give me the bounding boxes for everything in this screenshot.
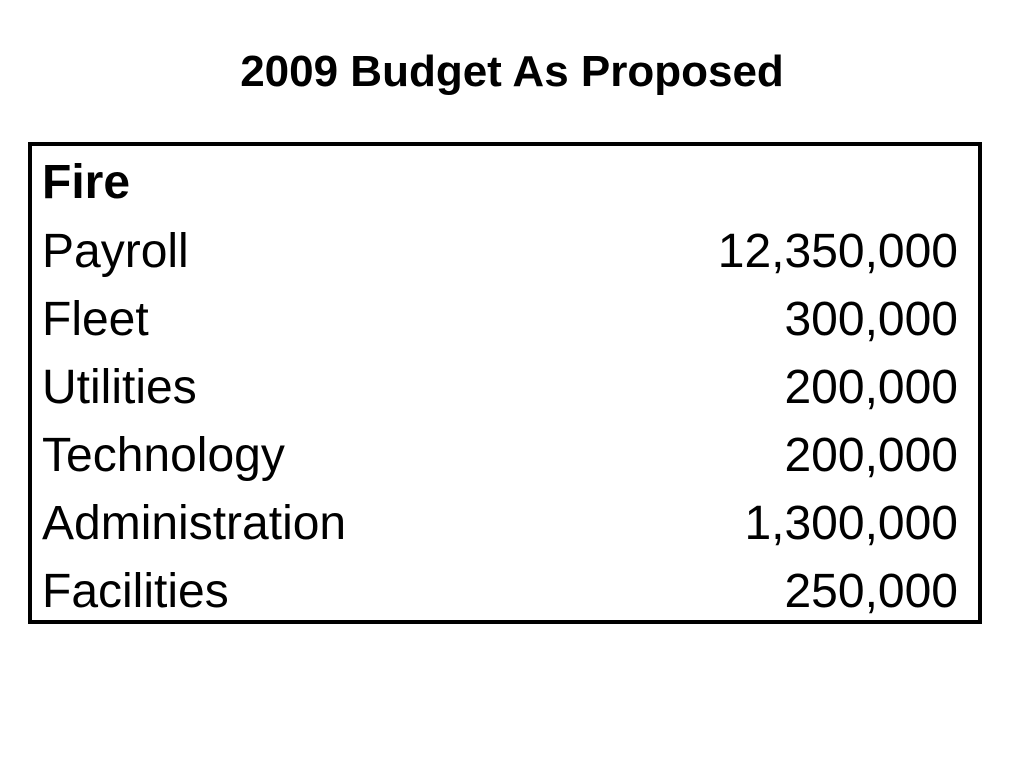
- budget-table: [28, 142, 982, 624]
- row-amount: 12,350,000: [717, 225, 958, 278]
- row-label: Facilities: [42, 565, 229, 618]
- row-amount: 1,300,000: [744, 497, 958, 550]
- budget-row-facilities: [42, 558, 958, 626]
- row-label: Payroll: [42, 225, 189, 278]
- row-label: Utilities: [42, 361, 197, 414]
- row-label: Administration: [42, 497, 347, 550]
- row-label: Fleet: [42, 293, 149, 346]
- slide-title: 2009 Budget As Proposed: [240, 47, 784, 96]
- row-amount: 200,000: [784, 361, 958, 414]
- budget-row-technology: [42, 422, 958, 490]
- row-amount: 200,000: [784, 429, 958, 482]
- row-amount: 250,000: [784, 565, 958, 618]
- row-amount: 300,000: [784, 293, 958, 346]
- budget-row-fleet: [42, 286, 958, 354]
- section-heading: Fire: [42, 156, 131, 209]
- budget-rows: [42, 218, 958, 626]
- budget-row-utilities: [42, 354, 958, 422]
- budget-row-payroll: [42, 218, 958, 286]
- row-label: Technology: [42, 429, 285, 482]
- budget-row-administration: [42, 490, 958, 558]
